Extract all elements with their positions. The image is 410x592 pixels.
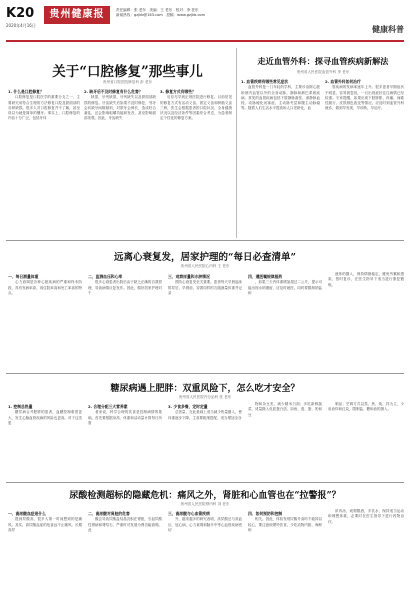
article-subhead: 1. 什么是口腔修复？ bbox=[8, 89, 44, 94]
article-title: 尿酸检测超标的隐藏危机：痛风之外，肾脏和心血管也在“拉警报”？ bbox=[69, 491, 341, 501]
article-paragraph: 心力衰竭是各种心脏疾病的严重和终末阶段，具有发病率高、再住院率高和死亡率高的特点。 bbox=[8, 280, 82, 295]
article-paragraph: 总热量，在此基础上适当减少热量摄入，使体重逐步下降。主食要粗细搭配，适当增加全谷 bbox=[168, 410, 242, 420]
article-title: 远离心衰复发，居家护理的“每日必查清单” bbox=[114, 252, 296, 263]
article-paragraph: 提到尿酸高，很多人第一时间想到的是痛风。其实，高尿酸血症的危害远不止痛风。长期高尿 bbox=[8, 517, 82, 532]
article-column bbox=[248, 402, 322, 480]
article-byline: 贵州省人民医院肾内科 刘 老东 bbox=[180, 502, 230, 506]
article-column bbox=[88, 402, 162, 480]
section-divider bbox=[6, 240, 404, 241]
article-paragraph: 糖尿病合并肥胖的患者，血糖控制难度更大，发生心脑血管疾病的风险也更高。对于这类患 bbox=[8, 410, 82, 425]
article-byline: 贵州省口腔医院修复科 彭 老东 bbox=[102, 80, 152, 84]
article-subhead: 3. 修复方式有哪些？ bbox=[160, 89, 196, 94]
issue-date: 2020年4月16日 bbox=[6, 23, 36, 28]
article-paragraph: 物和杂豆类，减少精米白面；多吃新鲜蔬菜，适量摄入优质蛋白质，如鱼、禽、蛋、奶和豆 bbox=[248, 402, 322, 417]
article-paragraph: 血管外科是一门年轻的学科，主要诊治除心脏和颅内血管以外的全身动脉、静脉和淋巴系统疾病。常见的血管疾病包括下肢静脉曲张、深静脉血栓、动脉硬化闭塞症、主动脉夹层和腹主动脉瘤等。随着人们生活水平提高和人口老龄化，血 bbox=[241, 85, 320, 111]
article-paragraph: 浓肉汤，戒烟限酒，多饮水，保持适当运动和理想体重，必要时在医生指导下进行药物治疗。 bbox=[328, 509, 404, 524]
article-column bbox=[248, 509, 322, 587]
article-column bbox=[8, 509, 82, 587]
section-divider bbox=[6, 482, 404, 483]
section-divider bbox=[6, 373, 404, 374]
article-subhead: 1. 控制总热量 bbox=[8, 404, 33, 409]
article-subhead: 四、如何预防和控制 bbox=[248, 511, 283, 516]
article-column bbox=[8, 272, 82, 370]
article-column bbox=[168, 509, 242, 587]
article-subhead: 二、监测血压和心率 bbox=[88, 274, 123, 279]
article-byline: 贵州省人民医院内分泌科 张 老东 bbox=[178, 395, 232, 399]
article-subhead: 2. 缺牙后不及时修复有什么危害？ bbox=[84, 89, 143, 94]
article-paragraph: ，如果三天内体重增加超过二公斤，提示可能出现水钠潴留，应及时就医。同时要限制钠盐和 bbox=[248, 280, 322, 295]
editors-line: 责任编辑：张 老东 美编：王 老东 校对：李 老东 新闻热线：gzjkb@163.com 投稿：www.gzjkb.com bbox=[116, 8, 206, 17]
masthead-logo: 贵州健康报 bbox=[44, 6, 110, 24]
article-paragraph: 管疾病的发病率逐年上升。很多患者早期症状不明显，容易被忽视，一旦出现症状往往病情已经较重。专家提醒，如果出现下肢肿胀、疼痛、间歇性跛行、皮肤颜色改变等情况，应及时到血管外科就诊，做到早发现、早诊断、早治疗。 bbox=[325, 85, 404, 111]
article-byline: 贵州省人民医院血管外科 李 老东 bbox=[296, 70, 350, 74]
article-title: 关于“口腔修复”那些事儿 bbox=[52, 64, 203, 80]
article-subhead: 二、高尿酸对肾脏的危害 bbox=[88, 511, 130, 516]
article-paragraph: 液体的摄入，保持情绪稳定，避免劳累和感染，按时复诊，在医生指导下适当进行康复锻炼。 bbox=[328, 272, 404, 287]
article-paragraph: 很多心衰患者出院后由于缺乏正确的自我管理，导致病情反复发作。因此，做好居家护理对于 bbox=[88, 280, 162, 295]
article-column bbox=[84, 87, 156, 232]
article-column bbox=[248, 272, 322, 370]
article-column bbox=[8, 402, 82, 480]
article-title: 糖尿病遇上肥胖：双重风险下，怎么吃才安全？ bbox=[110, 384, 300, 394]
article-column bbox=[8, 87, 80, 232]
article-column bbox=[241, 77, 320, 237]
article-paragraph: 制品；烹调方式以蒸、煮、炖、拌为主，少用油炸和红烧，限制盐、糖和油的摄入。 bbox=[328, 402, 404, 412]
page-header bbox=[6, 6, 404, 44]
article-column bbox=[325, 77, 404, 237]
article-paragraph: 预防心衰复发至关重要。患者每天早晨起床排尿后、早餐前，穿着同样的衣服测量体重并记录 bbox=[168, 280, 242, 295]
article-subhead: 三、高尿酸与心血管疾病 bbox=[168, 511, 210, 516]
article-subhead: 四、遵医嘱规律服药 bbox=[248, 274, 283, 279]
header-rule bbox=[6, 40, 404, 42]
article-column bbox=[328, 509, 404, 587]
article-paragraph: 相关。因此，体检发现尿酸升高时不能掉以轻心，要注意低嘌呤饮食，少吃动物内脏、海鲜和 bbox=[248, 517, 322, 532]
article-column bbox=[328, 402, 404, 480]
article-subhead: 一、高尿酸血症是什么 bbox=[8, 511, 46, 516]
article-column bbox=[328, 272, 404, 370]
article-paragraph: 缺损、牙列缺损、牙列缺失以及颌面部缺损的修复。牙齿缺失后如果不及时修复，邻牙会向缺牙间隙倾斜，对颌牙会伸长，造成咬合紊乱，还会影响咀嚼功能和发音，甚至影响面部美观。因此，牙齿缺失 bbox=[84, 95, 156, 121]
article-paragraph: 酸会导致尿酸盐结晶沉积在肾脏，引起尿酸性肾病和肾结石，严重时可发展为肾功能衰竭。此 bbox=[88, 517, 162, 532]
article-column bbox=[168, 272, 242, 370]
article-paragraph: 后应尽早到正规医院进行修复。目前常见的修复方式有活动义齿、固定义齿和种植义齿三种，医生会根据患者的口腔状况、全身健康状况以及经济条件等因素综合考虑，为患者制定个性化的修复方案。 bbox=[160, 95, 232, 121]
article-subhead: 三、观察尿量和水肿情况 bbox=[168, 274, 210, 279]
article-subhead: 2. 血管外科如何治疗 bbox=[325, 79, 361, 84]
article-subhead: 一、每日测量体重 bbox=[8, 274, 39, 279]
column-divider bbox=[236, 48, 237, 238]
article-paragraph: 口腔修复是口腔医学的重要分支之一，主要研究用符合生理的方法修复口腔及颌面部的各种缺损。很多人对口腔修复并不了解，甚至误以为就是简单的镶牙。事实上，口腔修复的内容十分广泛，包括牙体 bbox=[8, 95, 80, 121]
article-column bbox=[88, 509, 162, 587]
article-subhead: 1. 血管疾病有哪些常见症状 bbox=[241, 79, 289, 84]
article-column bbox=[160, 87, 232, 232]
article-subhead: 2. 合理分配三大营养素 bbox=[88, 404, 128, 409]
article-title: 走近血管外科：探寻血管疾病新解法 bbox=[257, 56, 389, 66]
section-name: 健康科普 bbox=[372, 25, 404, 34]
article-column bbox=[168, 402, 242, 480]
article-subhead: 3. 少食多餐，定时定量 bbox=[168, 404, 208, 409]
article-byline: 贵州省人民医院心内科 王 老东 bbox=[180, 264, 230, 268]
page-number: K20 bbox=[6, 6, 35, 21]
article-column bbox=[88, 272, 162, 370]
article-paragraph: 者来说，科学合理的饮食是控制病情的基础。首先要根据身高、体重和活动量计算每日所需 bbox=[88, 410, 162, 425]
article-paragraph: 外，越来越多的研究表明，高尿酸还与高血压、冠心病、心力衰竭和脑卒中等心血管疾病密切 bbox=[168, 517, 242, 532]
